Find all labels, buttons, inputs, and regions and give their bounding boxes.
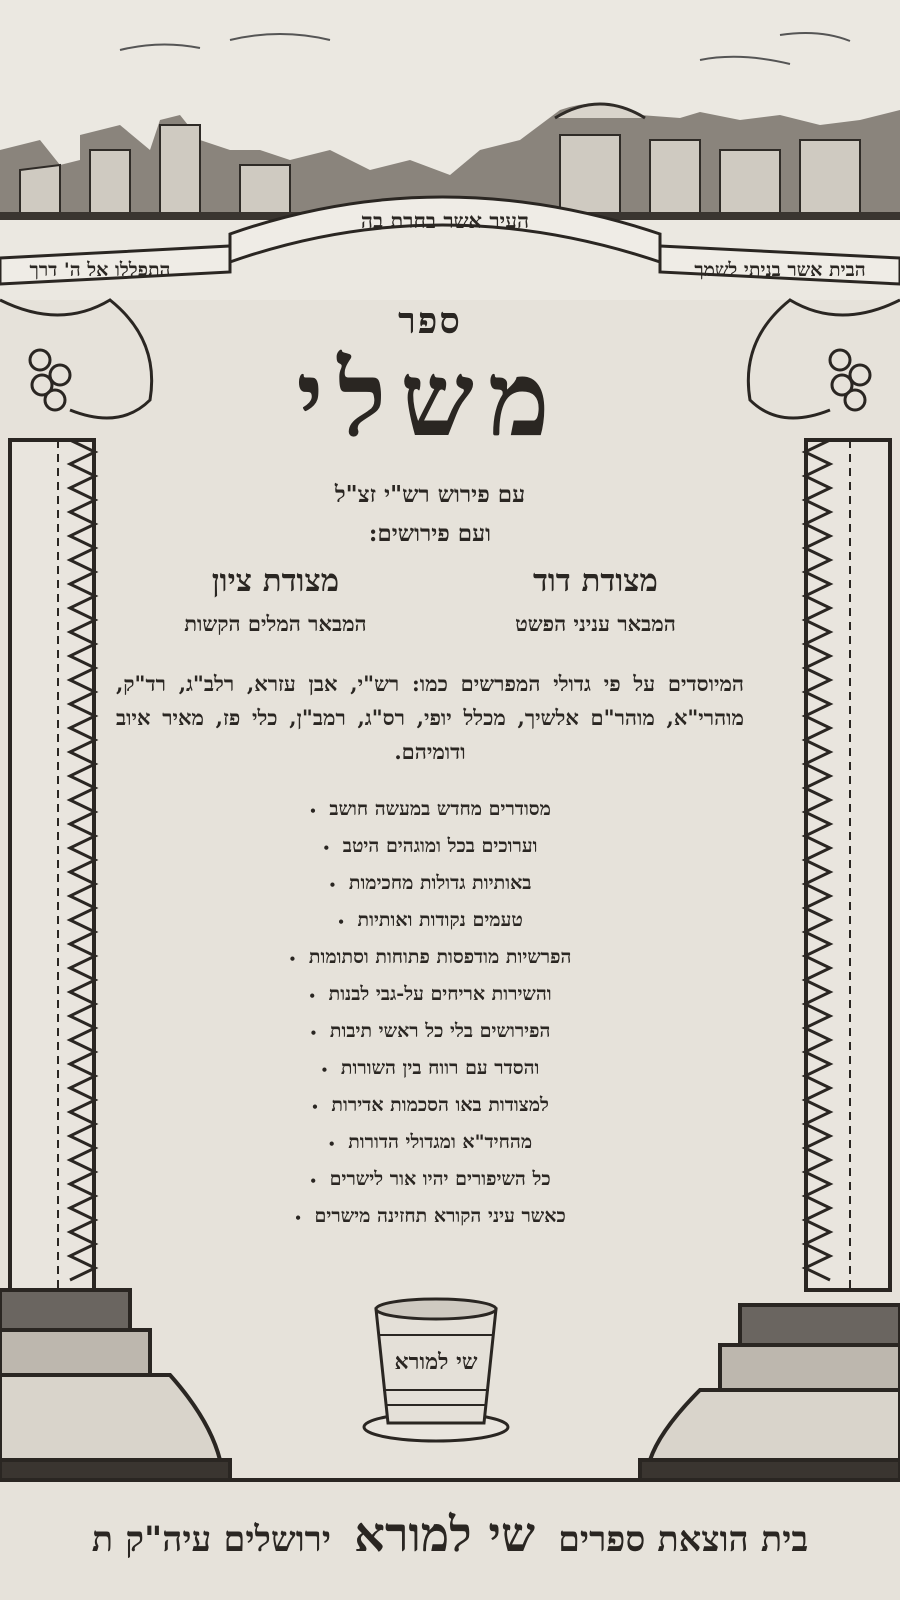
book-title: משלי <box>296 337 564 460</box>
feature-text: למצודות באו הסכמות אדירות <box>331 1094 549 1117</box>
feature-text: מסודרים מחדש במעשה חושב <box>329 798 551 821</box>
feature-text: כל השיפורים יהיו אור לישרים <box>329 1168 551 1191</box>
sefer-label: ספר <box>398 300 462 342</box>
arch-inscription: העיר אשר בחרת בה <box>360 208 530 233</box>
list-item <box>110 1161 750 1198</box>
cup-emblem-icon <box>356 1295 516 1445</box>
list-item <box>110 1198 750 1235</box>
list-item <box>110 1013 750 1050</box>
bullet-icon: • <box>337 915 345 930</box>
commentary-name: מצודת דוד <box>532 563 658 600</box>
bullet-icon: • <box>309 1174 318 1189</box>
commentary-description: המבאר המלים הקשות <box>184 611 367 637</box>
title-content <box>110 290 750 1235</box>
feature-text: מהחיד"א ומגדולי הדורות <box>348 1131 533 1154</box>
list-item <box>110 939 750 976</box>
commentary-metzudat-zion <box>184 563 366 637</box>
list-item <box>110 1050 750 1087</box>
bullet-icon: • <box>309 804 317 819</box>
bullet-icon: • <box>288 952 297 967</box>
feature-text: כאשר עיני הקורא תחזינה מישרים <box>314 1205 566 1228</box>
footer-suffix: ירושלים עיה"ק ת <box>91 1519 332 1560</box>
bullet-icon: • <box>320 1063 329 1078</box>
feature-text: והסדר עם רווח בין השורות <box>340 1057 540 1080</box>
left-pillar <box>10 440 95 1290</box>
bullet-icon: • <box>322 841 331 856</box>
commentary-description: המבאר עניני הפשט <box>515 611 676 637</box>
list-item <box>110 791 750 828</box>
feature-text: באותיות גדולות מחכימות <box>348 872 532 895</box>
feature-text: וערוכים בכל ומוגהים היטב <box>342 835 538 858</box>
bullet-icon: • <box>327 1137 336 1152</box>
list-item <box>110 1124 750 1161</box>
feature-text: והשירות אריחים על-גבי לבנות <box>328 983 552 1006</box>
feature-text: הפירושים בלי כל ראשי תיבות <box>329 1020 551 1043</box>
left-inscription: התפללו אל ה' דרך <box>29 259 171 281</box>
commentary-name: מצודת ציון <box>211 563 340 600</box>
bullet-icon: • <box>308 989 316 1004</box>
feature-text: טעמים נקודות ואותיות <box>357 909 523 932</box>
based-on-paragraph: המיוסדים על פי גדולי המפרשים כמו: רש"י, אבן עזרא, רלב"ג, רד"ק, מוהרי"א, מוהר"ם אלשיך, מכלל יופי, רס"ג, רמב"ן, כלי פז, מאיר איוב ודומיהם. <box>116 671 744 765</box>
list-item <box>110 976 750 1013</box>
commentary-metzudat-david <box>515 563 676 637</box>
list-item <box>110 902 750 939</box>
rashi-subtitle: עם פירוש רש"י זצ"ל <box>334 481 526 509</box>
commentaries-columns <box>110 563 750 637</box>
list-item <box>110 828 750 865</box>
features-list <box>110 791 750 1235</box>
list-item <box>110 865 750 902</box>
footer-prefix: בית הוצאת ספרים <box>558 1519 809 1560</box>
publisher-footer <box>0 1480 900 1600</box>
bullet-icon: • <box>311 1100 319 1115</box>
publisher-brand: שי למורא <box>354 1507 535 1563</box>
commentaries-heading: ועם פירושים: <box>368 520 492 548</box>
bullet-icon: • <box>309 1026 318 1041</box>
right-pillar <box>805 440 890 1290</box>
bullet-icon: • <box>328 878 337 893</box>
feature-text: הפרשיות מודפסות פתוחות וסתומות <box>308 946 572 969</box>
right-inscription: הבית אשר בניתי לשמך <box>694 259 866 281</box>
list-item <box>110 1087 750 1124</box>
cup-label: שי למורא <box>394 1349 478 1375</box>
bullet-icon: • <box>294 1211 302 1226</box>
